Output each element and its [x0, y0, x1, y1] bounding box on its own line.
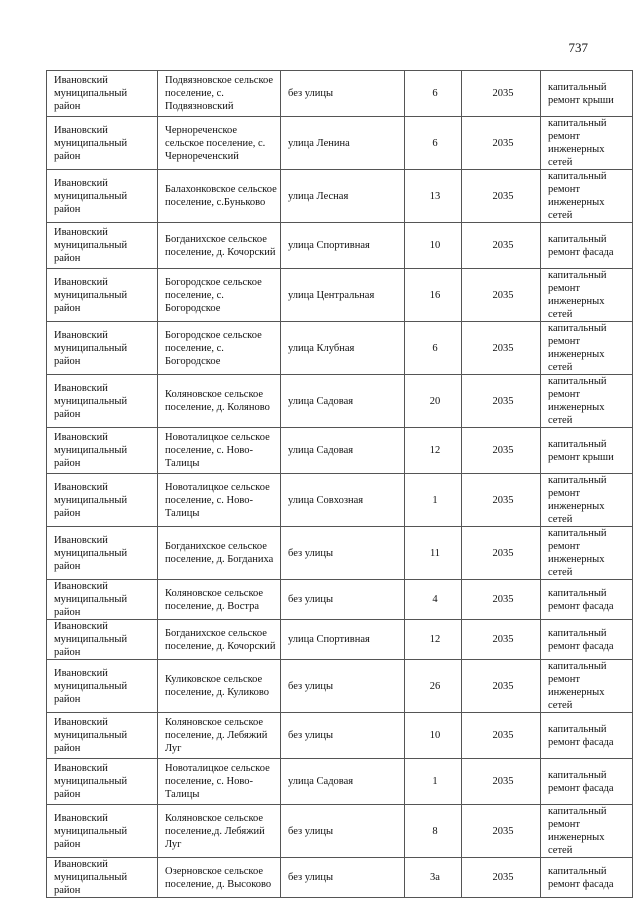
district-cell: Ивановский муниципальный район — [47, 858, 158, 898]
street-cell: улица Спортивная — [281, 620, 405, 660]
year-cell: 2035 — [462, 117, 541, 170]
settlement-cell: Подвязновское сельское поселение, с. Подвязновский — [158, 71, 281, 117]
settlement-cell: Чернореченское сельское поселение, с. Чернореченский — [158, 117, 281, 170]
work-type-cell: капитальный ремонт фасада — [541, 620, 633, 660]
work-type-cell: капитальный ремонт инженерных сетей — [541, 322, 633, 375]
settlement-cell: Богородское сельское поселение, с. Богородское — [158, 322, 281, 375]
district-cell: Ивановский муниципальный район — [47, 660, 158, 713]
year-cell: 2035 — [462, 170, 541, 223]
street-cell: без улицы — [281, 713, 405, 759]
house-number-cell: 16 — [405, 269, 462, 322]
district-cell: Ивановский муниципальный район — [47, 170, 158, 223]
table-row — [47, 805, 633, 858]
district-cell: Ивановский муниципальный район — [47, 269, 158, 322]
year-cell: 2035 — [462, 428, 541, 474]
settlement-cell: Новоталицкое сельское поселение, с. Ново-Талицы — [158, 474, 281, 527]
year-cell: 2035 — [462, 759, 541, 805]
work-type-cell: капитальный ремонт фасада — [541, 580, 633, 620]
work-type-cell: капитальный ремонт инженерных сетей — [541, 375, 633, 428]
house-number-cell: 12 — [405, 428, 462, 474]
street-cell: улица Ленина — [281, 117, 405, 170]
table-row — [47, 428, 633, 474]
registry-table-body — [47, 71, 633, 898]
year-cell: 2035 — [462, 322, 541, 375]
house-number-cell: 6 — [405, 322, 462, 375]
table-row — [47, 375, 633, 428]
year-cell: 2035 — [462, 375, 541, 428]
table-row — [47, 170, 633, 223]
table-row — [47, 660, 633, 713]
street-cell: улица Совхозная — [281, 474, 405, 527]
district-cell: Ивановский муниципальный район — [47, 620, 158, 660]
table-row — [47, 223, 633, 269]
street-cell: улица Центральная — [281, 269, 405, 322]
district-cell: Ивановский муниципальный район — [47, 322, 158, 375]
district-cell: Ивановский муниципальный район — [47, 580, 158, 620]
work-type-cell: капитальный ремонт инженерных сетей — [541, 474, 633, 527]
year-cell: 2035 — [462, 474, 541, 527]
district-cell: Ивановский муниципальный район — [47, 71, 158, 117]
year-cell: 2035 — [462, 580, 541, 620]
work-type-cell: капитальный ремонт фасада — [541, 858, 633, 898]
table-row — [47, 858, 633, 898]
year-cell: 2035 — [462, 527, 541, 580]
settlement-cell: Коляновское сельское поселение, д. Востра — [158, 580, 281, 620]
house-number-cell: 1 — [405, 474, 462, 527]
street-cell: без улицы — [281, 580, 405, 620]
house-number-cell: 12 — [405, 620, 462, 660]
house-number-cell: 3а — [405, 858, 462, 898]
work-type-cell: капитальный ремонт инженерных сетей — [541, 269, 633, 322]
street-cell: улица Спортивная — [281, 223, 405, 269]
district-cell: Ивановский муниципальный район — [47, 759, 158, 805]
house-number-cell: 13 — [405, 170, 462, 223]
district-cell: Ивановский муниципальный район — [47, 117, 158, 170]
district-cell: Ивановский муниципальный район — [47, 375, 158, 428]
street-cell: улица Садовая — [281, 428, 405, 474]
table-row — [47, 269, 633, 322]
street-cell: улица Лесная — [281, 170, 405, 223]
settlement-cell: Богданихское сельское поселение, д. Богданиха — [158, 527, 281, 580]
settlement-cell: Коляновское сельское поселение,д. Лебяжий Луг — [158, 805, 281, 858]
table-row — [47, 117, 633, 170]
settlement-cell: Богородское сельское поселение, с. Богородское — [158, 269, 281, 322]
table-row — [47, 474, 633, 527]
settlement-cell: Коляновское сельское поселение, д. Коляново — [158, 375, 281, 428]
house-number-cell: 1 — [405, 759, 462, 805]
year-cell: 2035 — [462, 269, 541, 322]
year-cell: 2035 — [462, 660, 541, 713]
year-cell: 2035 — [462, 223, 541, 269]
house-number-cell: 20 — [405, 375, 462, 428]
work-type-cell: капитальный ремонт фасада — [541, 223, 633, 269]
street-cell: без улицы — [281, 858, 405, 898]
settlement-cell: Новоталицкое сельское поселение, с. Ново-Талицы — [158, 759, 281, 805]
house-number-cell: 10 — [405, 713, 462, 759]
street-cell: без улицы — [281, 527, 405, 580]
district-cell: Ивановский муниципальный район — [47, 527, 158, 580]
work-type-cell: капитальный ремонт инженерных сетей — [541, 527, 633, 580]
district-cell: Ивановский муниципальный район — [47, 223, 158, 269]
street-cell: улица Садовая — [281, 375, 405, 428]
house-number-cell: 6 — [405, 71, 462, 117]
table-row — [47, 620, 633, 660]
settlement-cell: Балахонковское сельское поселение, с.Буньково — [158, 170, 281, 223]
table-row — [47, 759, 633, 805]
settlement-cell: Богданихское сельское поселение, д. Кочорский — [158, 620, 281, 660]
work-type-cell: капитальный ремонт инженерных сетей — [541, 170, 633, 223]
street-cell: без улицы — [281, 71, 405, 117]
work-type-cell: капитальный ремонт фасада — [541, 759, 633, 805]
street-cell: без улицы — [281, 660, 405, 713]
settlement-cell: Новоталицкое сельское поселение, с. Ново-Талицы — [158, 428, 281, 474]
street-cell: улица Клубная — [281, 322, 405, 375]
year-cell: 2035 — [462, 620, 541, 660]
settlement-cell: Коляновское сельское поселение, д. Лебяжий Луг — [158, 713, 281, 759]
year-cell: 2035 — [462, 858, 541, 898]
house-number-cell: 6 — [405, 117, 462, 170]
district-cell: Ивановский муниципальный район — [47, 805, 158, 858]
year-cell: 2035 — [462, 71, 541, 117]
table-row — [47, 713, 633, 759]
table-row — [47, 71, 633, 117]
table-row — [47, 322, 633, 375]
house-number-cell: 4 — [405, 580, 462, 620]
house-number-cell: 26 — [405, 660, 462, 713]
work-type-cell: капитальный ремонт инженерных сетей — [541, 660, 633, 713]
year-cell: 2035 — [462, 805, 541, 858]
house-number-cell: 8 — [405, 805, 462, 858]
work-type-cell: капитальный ремонт крыши — [541, 428, 633, 474]
street-cell: улица Садовая — [281, 759, 405, 805]
table-row — [47, 580, 633, 620]
settlement-cell: Богданихское сельское поселение, д. Кочорский — [158, 223, 281, 269]
work-type-cell: капитальный ремонт фасада — [541, 713, 633, 759]
work-type-cell: капитальный ремонт крыши — [541, 71, 633, 117]
district-cell: Ивановский муниципальный район — [47, 428, 158, 474]
street-cell: без улицы — [281, 805, 405, 858]
settlement-cell: Куликовское сельское поселение, д. Куликово — [158, 660, 281, 713]
work-type-cell: капитальный ремонт инженерных сетей — [541, 805, 633, 858]
house-number-cell: 11 — [405, 527, 462, 580]
district-cell: Ивановский муниципальный район — [47, 713, 158, 759]
district-cell: Ивановский муниципальный район — [47, 474, 158, 527]
house-number-cell: 10 — [405, 223, 462, 269]
table-row — [47, 527, 633, 580]
work-type-cell: капитальный ремонт инженерных сетей — [541, 117, 633, 170]
registry-table — [46, 70, 633, 898]
year-cell: 2035 — [462, 713, 541, 759]
settlement-cell: Озерновское сельское поселение, д. Высоково — [158, 858, 281, 898]
page-number: 737 — [568, 40, 588, 55]
